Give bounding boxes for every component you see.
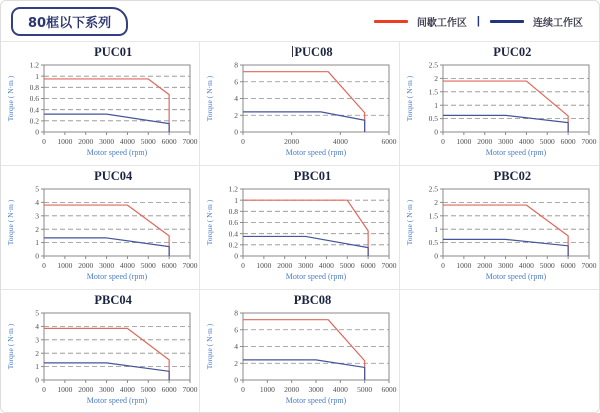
svg-text:6000: 6000 (161, 137, 177, 146)
chart-title-text: PBC02 (493, 169, 532, 183)
legend (374, 14, 583, 29)
svg-text:3000: 3000 (308, 385, 324, 394)
svg-text:0: 0 (241, 261, 246, 270)
svg-text:5000: 5000 (140, 261, 156, 270)
svg-text:2000: 2000 (78, 137, 94, 146)
svg-text:6000: 6000 (161, 385, 177, 394)
svg-text:4000: 4000 (120, 261, 136, 270)
chart-title (1, 293, 199, 308)
svg-text:2000: 2000 (277, 261, 293, 270)
svg-text:0: 0 (441, 261, 446, 270)
svg-text:8: 8 (234, 60, 239, 70)
svg-text:4000: 4000 (319, 261, 335, 270)
svg-text:0.4: 0.4 (29, 105, 40, 115)
svg-text:2: 2 (35, 224, 40, 234)
page-header (1, 1, 599, 41)
svg-text:4000: 4000 (519, 261, 535, 270)
chart-title-text: PUC02 (493, 45, 532, 59)
svg-text:0: 0 (434, 127, 439, 137)
svg-text:0: 0 (42, 261, 47, 270)
svg-text:0.8: 0.8 (229, 206, 239, 216)
svg-text:0.6: 0.6 (29, 94, 40, 104)
continuous-zone-label: 连续工作区 (533, 17, 583, 29)
svg-text:1: 1 (434, 100, 439, 110)
svg-text:1: 1 (234, 195, 239, 205)
svg-text:1: 1 (434, 224, 439, 234)
svg-text:4000: 4000 (333, 385, 349, 394)
svg-text:Torque ( N·m ): Torque ( N·m ) (205, 199, 215, 246)
svg-text:Torque ( N·m ): Torque ( N·m ) (6, 323, 16, 370)
svg-text:2.5: 2.5 (428, 60, 439, 70)
svg-text:2: 2 (434, 74, 439, 83)
svg-text:5000: 5000 (357, 385, 373, 394)
svg-text:4: 4 (234, 342, 239, 352)
chart-title (200, 45, 398, 60)
svg-text:2000: 2000 (78, 261, 94, 270)
empty-cell (400, 290, 599, 413)
svg-text:4000: 4000 (120, 385, 136, 394)
svg-text:0: 0 (234, 251, 239, 261)
legend-separator: | (476, 15, 480, 27)
svg-text:Motor speed (rpm): Motor speed (rpm) (86, 396, 148, 405)
svg-text:8: 8 (234, 308, 239, 318)
svg-text:Torque ( N·m ): Torque ( N·m ) (6, 199, 16, 246)
svg-text:3: 3 (35, 211, 40, 221)
chart-cell-puc01 (1, 42, 200, 166)
chart-grid (1, 41, 599, 413)
svg-text:0: 0 (42, 385, 47, 394)
chart-cell-pbc02 (400, 166, 599, 290)
torque-speed-plot-pbc01 (201, 184, 397, 287)
svg-text:Motor speed (rpm): Motor speed (rpm) (486, 272, 547, 281)
svg-text:Torque ( N·m ): Torque ( N·m ) (205, 323, 215, 370)
chart-cell-puc08 (200, 42, 399, 166)
svg-text:2000: 2000 (78, 385, 94, 394)
series-title: 80框以下系列 (11, 7, 128, 36)
svg-text:0: 0 (35, 127, 40, 137)
svg-text:0: 0 (35, 251, 40, 261)
svg-text:0: 0 (241, 385, 246, 394)
svg-text:3: 3 (35, 335, 40, 345)
chart-title-text: PBC01 (293, 169, 332, 183)
svg-text:6000: 6000 (560, 137, 576, 146)
svg-text:0: 0 (441, 137, 446, 146)
svg-text:Motor speed (rpm): Motor speed (rpm) (486, 148, 547, 157)
torque-speed-plot-puc02 (401, 60, 597, 163)
torque-speed-plot-puc01 (2, 60, 198, 163)
svg-text:7000: 7000 (581, 137, 597, 146)
svg-text:7000: 7000 (381, 261, 397, 270)
svg-text:Torque ( N·m ): Torque ( N·m ) (6, 75, 16, 122)
svg-text:3000: 3000 (498, 261, 514, 270)
svg-text:2000: 2000 (284, 137, 300, 146)
svg-text:Motor speed (rpm): Motor speed (rpm) (86, 148, 148, 157)
intermittent-zone-line-icon (374, 20, 408, 23)
svg-text:1000: 1000 (456, 137, 472, 146)
torque-speed-plot-pbc02 (401, 184, 597, 287)
svg-text:0.2: 0.2 (29, 116, 40, 126)
svg-text:4000: 4000 (519, 137, 535, 146)
svg-text:0.8: 0.8 (29, 82, 40, 92)
svg-text:0: 0 (241, 137, 246, 146)
svg-text:0.5: 0.5 (428, 114, 439, 124)
svg-text:4: 4 (234, 94, 239, 104)
svg-text:Motor speed (rpm): Motor speed (rpm) (286, 148, 347, 157)
svg-text:3000: 3000 (99, 137, 115, 146)
svg-text:Motor speed (rpm): Motor speed (rpm) (286, 396, 347, 405)
svg-text:1000: 1000 (456, 261, 472, 270)
svg-text:6: 6 (234, 325, 239, 335)
svg-text:1000: 1000 (57, 385, 73, 394)
chart-cell-pbc04 (1, 290, 200, 413)
svg-text:1.2: 1.2 (29, 60, 40, 70)
svg-text:0.2: 0.2 (229, 240, 239, 250)
svg-text:1.2: 1.2 (229, 184, 239, 194)
svg-text:Torque ( N·m ): Torque ( N·m ) (205, 75, 215, 122)
svg-text:3000: 3000 (99, 261, 115, 270)
svg-text:Motor speed (rpm): Motor speed (rpm) (286, 272, 347, 281)
svg-text:4: 4 (35, 322, 40, 331)
chart-title (1, 169, 199, 184)
chart-cell-puc02 (400, 42, 599, 166)
svg-text:7000: 7000 (581, 261, 597, 270)
continuous-zone-line-icon (490, 20, 524, 23)
svg-text:1: 1 (35, 362, 40, 372)
svg-text:3000: 3000 (298, 261, 314, 270)
chart-title-text: PUC01 (94, 45, 133, 59)
svg-text:2: 2 (434, 198, 439, 207)
chart-title-text: PUC04 (94, 169, 133, 183)
chart-title (200, 169, 398, 184)
chart-title-text: PBC08 (293, 293, 332, 307)
svg-text:4: 4 (35, 198, 40, 207)
svg-text:6: 6 (234, 77, 239, 87)
svg-text:6000: 6000 (161, 261, 177, 270)
svg-text:4000: 4000 (120, 137, 136, 146)
svg-text:0: 0 (42, 137, 47, 146)
svg-text:5000: 5000 (540, 261, 556, 270)
torque-speed-plot-puc04 (2, 184, 198, 287)
svg-text:1000: 1000 (57, 261, 73, 270)
svg-text:0: 0 (234, 375, 239, 385)
svg-text:Torque ( N·m ): Torque ( N·m ) (405, 75, 415, 122)
svg-text:5000: 5000 (340, 261, 356, 270)
svg-text:5000: 5000 (140, 385, 156, 394)
svg-text:0.6: 0.6 (229, 218, 239, 228)
svg-text:1000: 1000 (256, 261, 272, 270)
svg-text:5: 5 (35, 308, 40, 318)
chart-title-text: PBC04 (94, 293, 132, 307)
svg-text:2: 2 (35, 348, 40, 358)
svg-text:2.5: 2.5 (428, 184, 439, 194)
chart-title-text: PUC08 (294, 45, 333, 59)
chart-cell-puc04 (1, 166, 200, 290)
torque-speed-plot-pbc08 (201, 308, 397, 411)
svg-text:1000: 1000 (260, 385, 276, 394)
svg-text:3000: 3000 (99, 385, 115, 394)
svg-text:0: 0 (234, 127, 239, 137)
svg-text:2000: 2000 (284, 385, 300, 394)
torque-speed-plot-puc08 (201, 60, 397, 163)
svg-text:1.5: 1.5 (428, 211, 439, 221)
intermittent-zone-label: 间歇工作区 (416, 17, 467, 29)
chart-cell-pbc08 (200, 290, 399, 413)
svg-text:1.5: 1.5 (428, 87, 439, 97)
svg-text:1000: 1000 (57, 137, 73, 146)
chart-title (400, 169, 599, 184)
svg-text:5: 5 (35, 184, 40, 194)
svg-text:7000: 7000 (182, 137, 198, 146)
svg-text:0: 0 (35, 375, 40, 385)
chart-title (1, 45, 199, 60)
svg-text:4000: 4000 (333, 137, 349, 146)
svg-text:7000: 7000 (182, 261, 198, 270)
svg-text:5000: 5000 (140, 137, 156, 146)
svg-text:6000: 6000 (361, 261, 377, 270)
svg-text:0.4: 0.4 (229, 229, 239, 239)
svg-text:Torque ( N·m ): Torque ( N·m ) (405, 199, 415, 246)
svg-text:1: 1 (35, 71, 40, 81)
torque-speed-plot-pbc04 (2, 308, 198, 411)
svg-text:6000: 6000 (381, 137, 397, 146)
svg-text:2000: 2000 (477, 261, 493, 270)
chart-title (200, 293, 398, 308)
svg-text:3000: 3000 (498, 137, 514, 146)
svg-text:0.5: 0.5 (428, 238, 439, 248)
chart-cell-pbc01 (200, 166, 399, 290)
svg-text:2: 2 (234, 358, 239, 368)
svg-text:7000: 7000 (182, 385, 198, 394)
svg-text:5000: 5000 (540, 137, 556, 146)
svg-text:0: 0 (434, 251, 439, 261)
svg-text:1: 1 (35, 238, 40, 248)
svg-text:Motor speed (rpm): Motor speed (rpm) (86, 272, 148, 281)
svg-text:6000: 6000 (381, 385, 397, 394)
svg-text:6000: 6000 (560, 261, 576, 270)
svg-text:2000: 2000 (477, 137, 493, 146)
chart-title (400, 45, 599, 60)
svg-text:2: 2 (234, 110, 239, 120)
